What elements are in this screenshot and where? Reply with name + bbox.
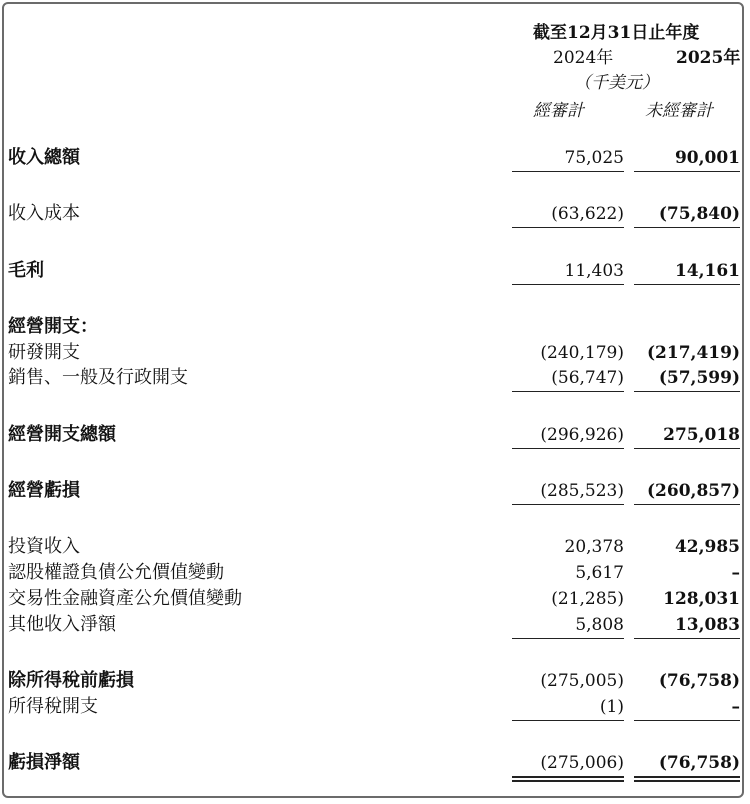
- value-2024: (275,005): [540, 671, 624, 691]
- value-2025: –: [731, 563, 740, 583]
- value-2025: 13,083: [674, 615, 740, 635]
- row-label: 投資收入: [8, 536, 80, 557]
- value-2024: (63,622): [551, 204, 624, 224]
- row-label: 收入總額: [8, 147, 80, 168]
- value-2025: (217,419): [647, 343, 740, 363]
- status-2024-heading: 經審計: [533, 101, 584, 121]
- underline-2025: [634, 284, 740, 285]
- value-2024: (296,926): [540, 425, 624, 445]
- double-underline-2025-bottom: [634, 780, 740, 782]
- underline-2024: [512, 391, 624, 392]
- value-2025: (76,758): [658, 753, 740, 773]
- row-opex-heading: [0, 314, 750, 340]
- row-label: 虧損淨額: [8, 752, 80, 773]
- underline-2025: [634, 638, 740, 639]
- unit-heading: （千美元）: [574, 73, 659, 93]
- underline-2025: [634, 720, 740, 721]
- row-net-loss: [0, 750, 750, 776]
- row-investment-income: [0, 534, 750, 560]
- underline-2024: [512, 227, 624, 228]
- double-underline-2024-top: [512, 776, 624, 778]
- value-2025: 90,001: [674, 148, 740, 168]
- value-2025: (76,758): [658, 671, 740, 691]
- row-label: 認股權證負債公允價值變動: [8, 562, 224, 583]
- value-2025: (260,857): [647, 481, 740, 501]
- section-heading: 經營開支：: [8, 316, 98, 337]
- value-2025: –: [731, 697, 740, 717]
- row-label: 所得稅開支: [8, 696, 98, 717]
- underline-2025: [634, 171, 740, 172]
- year-2024-heading: 2024年: [553, 48, 614, 68]
- value-2024: 5,808: [575, 615, 624, 635]
- value-2025: 275,018: [663, 425, 740, 445]
- row-label: 交易性金融資產公允價值變動: [8, 588, 242, 609]
- row-label: 研發開支: [8, 342, 80, 363]
- value-2025: (57,599): [658, 368, 740, 388]
- row-label: 除所得稅前虧損: [8, 670, 134, 691]
- period-heading: 截至12月31日止年度: [533, 23, 700, 43]
- row-total-revenue: [0, 145, 750, 171]
- double-underline-2024-bottom: [512, 780, 624, 782]
- value-2024: 75,025: [564, 148, 624, 168]
- double-underline-2025-top: [634, 776, 740, 778]
- value-2025: 14,161: [674, 261, 740, 281]
- row-label: 毛利: [8, 260, 44, 281]
- value-2024: (285,523): [540, 481, 624, 501]
- value-2024: (240,179): [540, 343, 624, 363]
- row-total-opex: [0, 422, 750, 448]
- year-2025-heading: 2025年: [676, 48, 741, 68]
- row-other-income: [0, 612, 750, 638]
- row-label: 銷售、一般及行政開支: [8, 367, 188, 388]
- status-2025-heading: 未經審計: [645, 101, 713, 121]
- underline-2025: [634, 227, 740, 228]
- underline-2024: [512, 284, 624, 285]
- row-label: 經營虧損: [8, 480, 80, 501]
- row-trading-fv-change: [0, 586, 750, 612]
- value-2024: (275,006): [540, 753, 624, 773]
- underline-2024: [512, 638, 624, 639]
- row-income-tax: [0, 694, 750, 720]
- row-pretax-loss: [0, 668, 750, 694]
- value-2025: 42,985: [674, 537, 740, 557]
- row-rd-expense: [0, 340, 750, 366]
- underline-2024: [512, 448, 624, 449]
- row-label: 經營開支總額: [8, 424, 116, 445]
- value-2024: (56,747): [551, 368, 624, 388]
- underline-2024: [512, 504, 624, 505]
- row-label: 其他收入淨額: [8, 614, 116, 635]
- row-cost-of-revenue: [0, 201, 750, 227]
- value-2024: 20,378: [564, 537, 624, 557]
- row-operating-loss: [0, 478, 750, 504]
- row-sga-expense: [0, 365, 750, 391]
- underline-2025: [634, 391, 740, 392]
- underline-2024: [512, 720, 624, 721]
- value-2024: 11,403: [564, 261, 624, 281]
- row-warrant-fv-change: [0, 560, 750, 586]
- underline-2025: [634, 448, 740, 449]
- value-2024: (21,285): [551, 589, 624, 609]
- row-gross-profit: [0, 258, 750, 284]
- value-2025: (75,840): [658, 204, 740, 224]
- value-2025: 128,031: [663, 589, 740, 609]
- value-2024: (1): [599, 697, 624, 717]
- row-label: 收入成本: [8, 203, 80, 224]
- underline-2024: [512, 171, 624, 172]
- value-2024: 5,617: [575, 563, 624, 583]
- underline-2025: [634, 504, 740, 505]
